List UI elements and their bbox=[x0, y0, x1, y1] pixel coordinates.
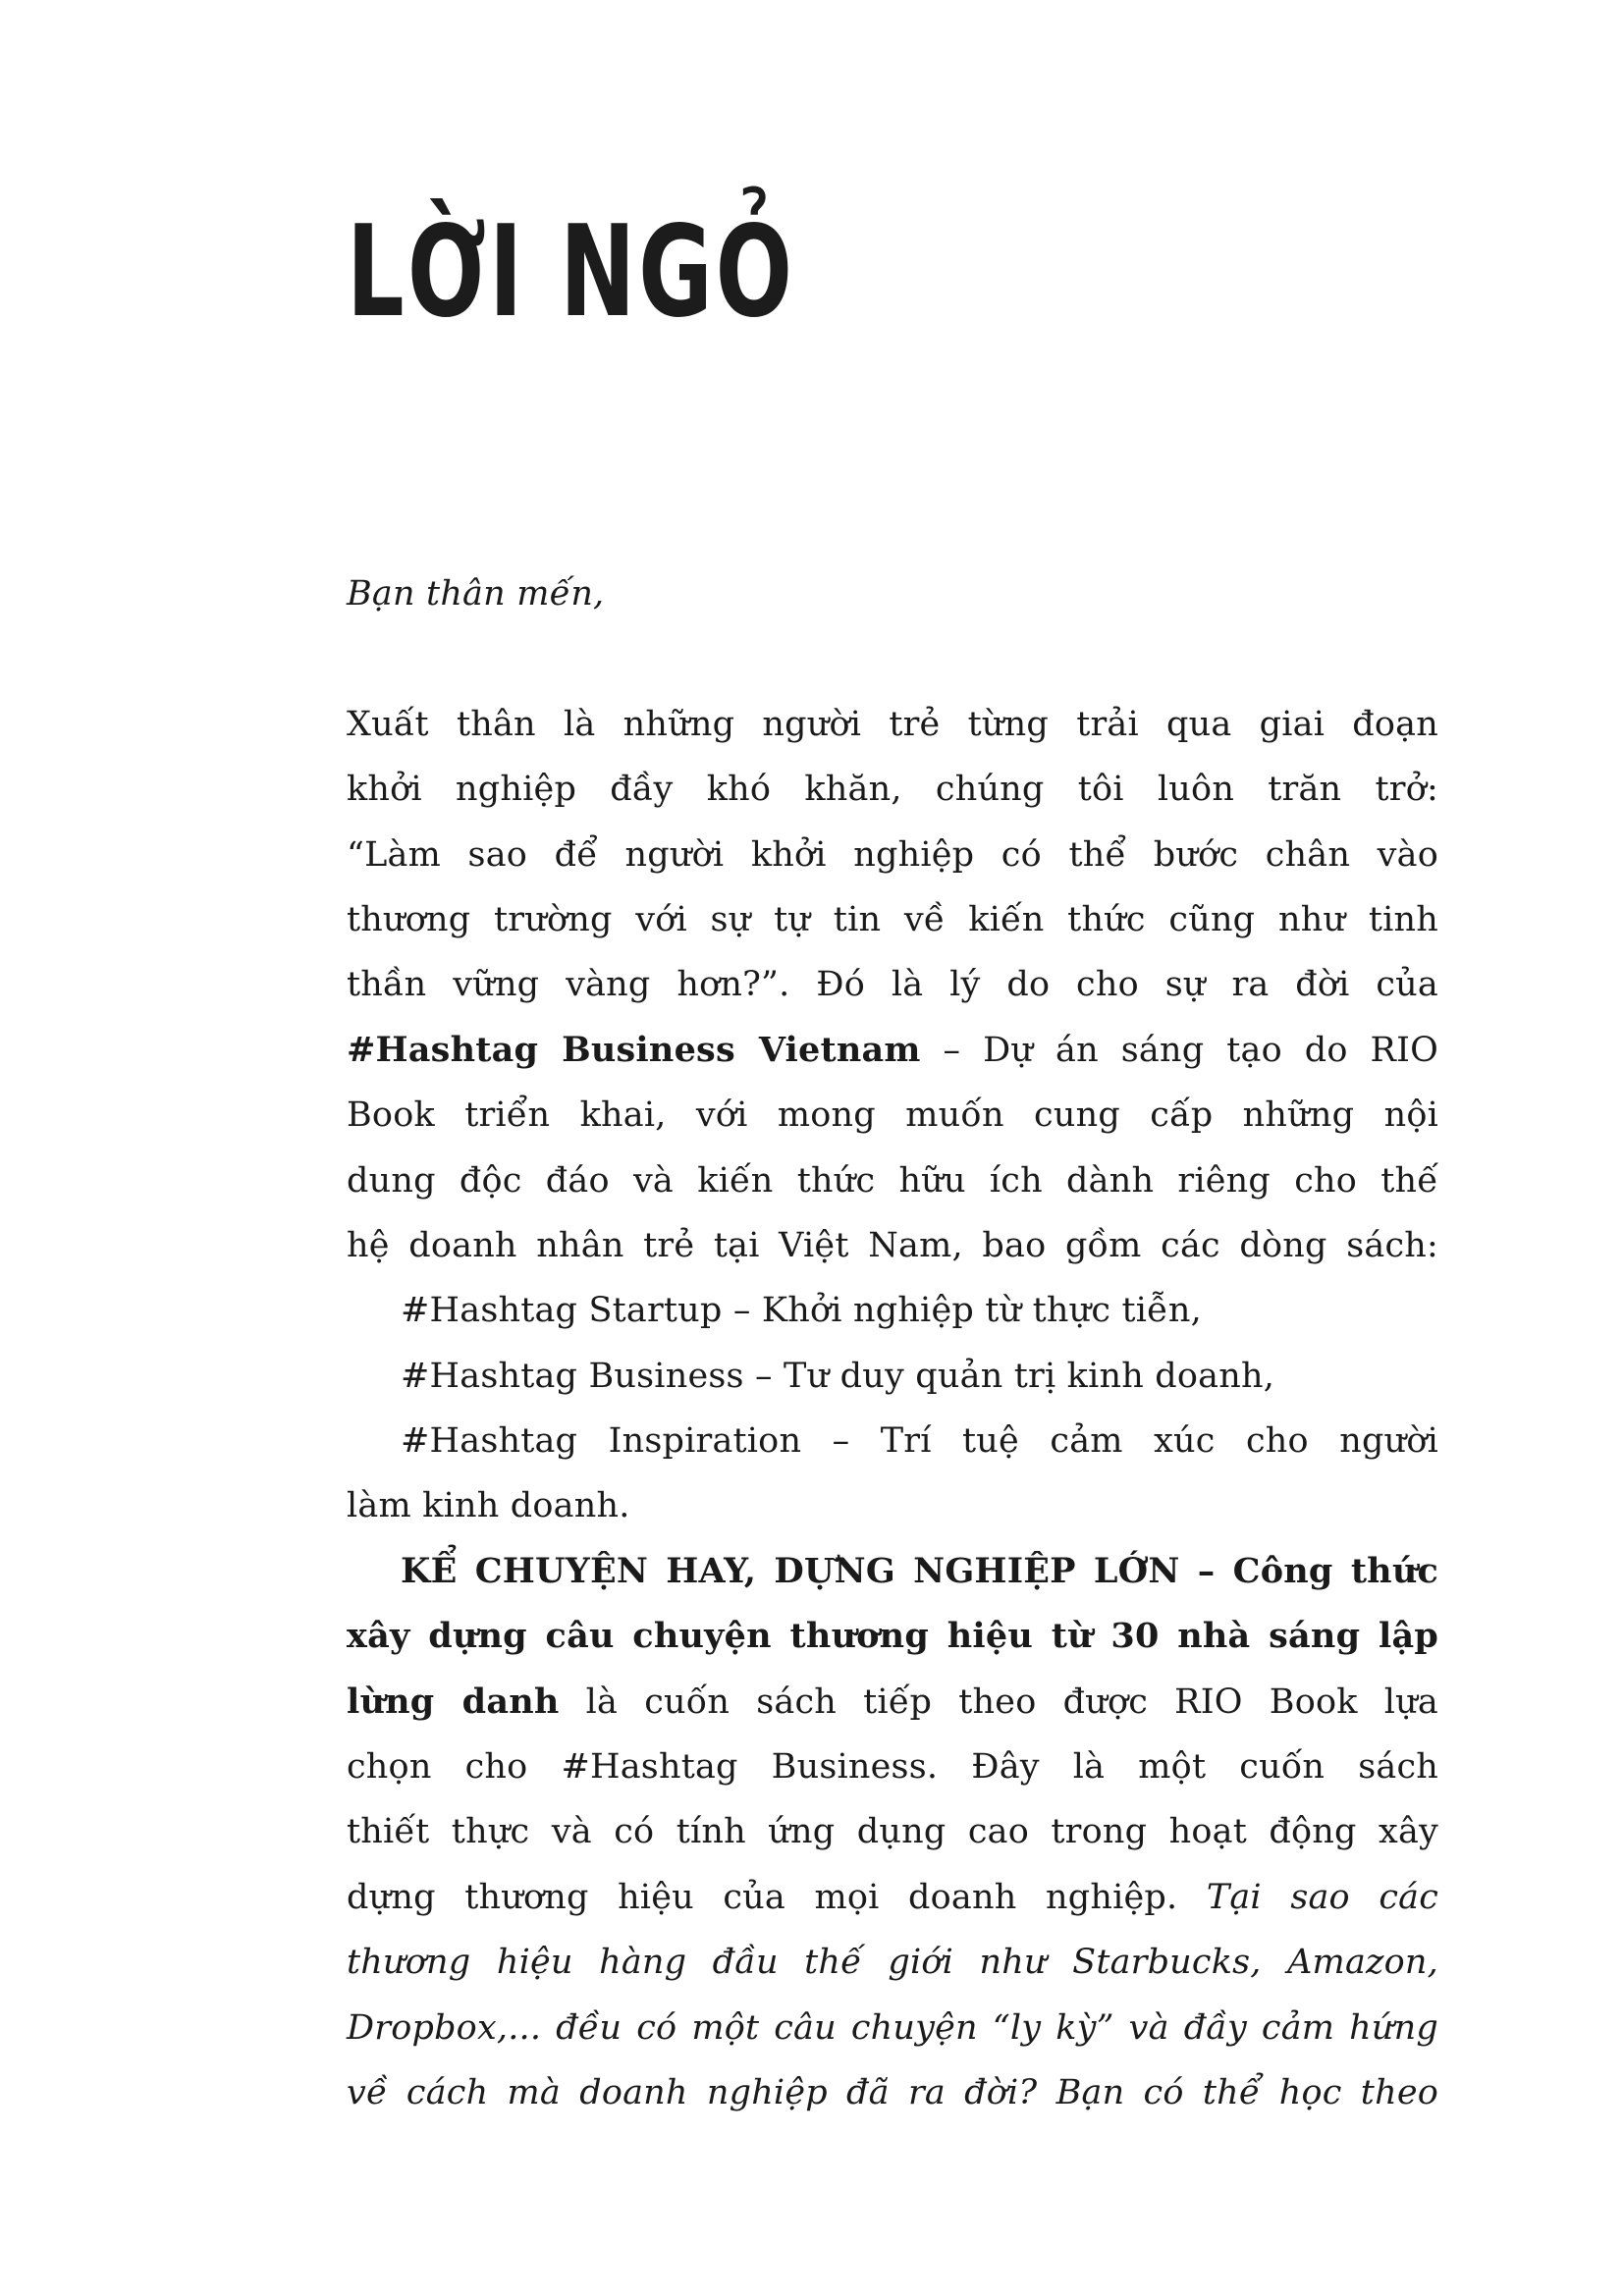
book-line-item-2: #Hashtag Business – Tư duy quản trị kinh doanh, bbox=[401, 1356, 1275, 1396]
para2-line-2: xây dựng câu chuyện thương hiệu từ 30 nhà sáng lập bbox=[347, 1616, 1438, 1657]
para1-line-6 bbox=[347, 1018, 1438, 1083]
para1-line-3: “Làm sao để người khởi nghiệp có thể bước chân vào bbox=[347, 834, 1438, 875]
para2-line-3-bold: lừng danh bbox=[347, 1681, 560, 1722]
para1-line-7: Book triển khai, với mong muốn cung cấp những nội bbox=[347, 1095, 1438, 1136]
salutation: Bạn thân mến, bbox=[347, 574, 605, 614]
para2-line-1: KỂ CHUYỆN HAY, DỰNG NGHIỆP LỚN – Công thức bbox=[401, 1550, 1438, 1591]
para1-line-1: Xuất thân là những người trẻ từng trải qua giai đoạn bbox=[347, 704, 1438, 744]
para2-line-4: chọn cho #Hashtag Business. Đây là một cuốn sách bbox=[347, 1747, 1438, 1788]
para2-line-7: thương hiệu hàng đầu thế giới như Starbucks, Amazon, bbox=[347, 1943, 1438, 1983]
para2-line-9: về cách mà doanh nghiệp đã ra đời? Bạn có thể học theo bbox=[347, 2072, 1438, 2112]
paragraph-gap bbox=[347, 626, 1438, 691]
para1-line-2: khởi nghiệp đầy khó khăn, chúng tôi luôn trăn trở: bbox=[347, 770, 1438, 810]
para2-line-6-plain: dựng thương hiệu của mọi doanh nghiệp. bbox=[347, 1877, 1207, 1917]
para1-line-5: thần vững vàng hơn?”. Đó là lý do cho sự ra đời của bbox=[347, 965, 1438, 1005]
para1-line-6-rest: – Dự án sáng tạo do RIO bbox=[920, 1030, 1438, 1070]
para2-line-3-rest: là cuốn sách tiếp theo được RIO Book lựa bbox=[559, 1682, 1438, 1722]
para2-line-6 bbox=[347, 1865, 1438, 1930]
body-text bbox=[347, 561, 1438, 2125]
para1-line-9: hệ doanh nhân trẻ tại Việt Nam, bao gồm các dòng sách: bbox=[347, 1225, 1438, 1265]
para2-line-3 bbox=[347, 1670, 1438, 1735]
hashtag-business-vietnam: #Hashtag Business Vietnam bbox=[347, 1029, 921, 1070]
para2-line-6-italic: Tại sao các bbox=[1206, 1877, 1439, 1917]
para2-line-5: thiết thực và có tính ứng dụng cao trong hoạt động xây bbox=[347, 1812, 1438, 1852]
book-line-item-3-cont: làm kinh doanh. bbox=[347, 1486, 630, 1526]
book-line-item-3: #Hashtag Inspiration – Trí tuệ cảm xúc cho người bbox=[401, 1421, 1438, 1462]
para1-line-8: dung độc đáo và kiến thức hữu ích dành riêng cho thế bbox=[347, 1160, 1438, 1201]
book-line-item-1: #Hashtag Startup – Khởi nghiệp từ thực tiễn, bbox=[401, 1291, 1202, 1331]
page-title: LỜI NGỎ bbox=[347, 199, 795, 346]
para2-line-8: Dropbox,... đều có một câu chuyện “ly kỳ” và đầy cảm hứng bbox=[347, 2007, 1438, 2048]
para1-line-4: thương trường với sự tự tin về kiến thức cũng như tinh bbox=[347, 899, 1438, 939]
